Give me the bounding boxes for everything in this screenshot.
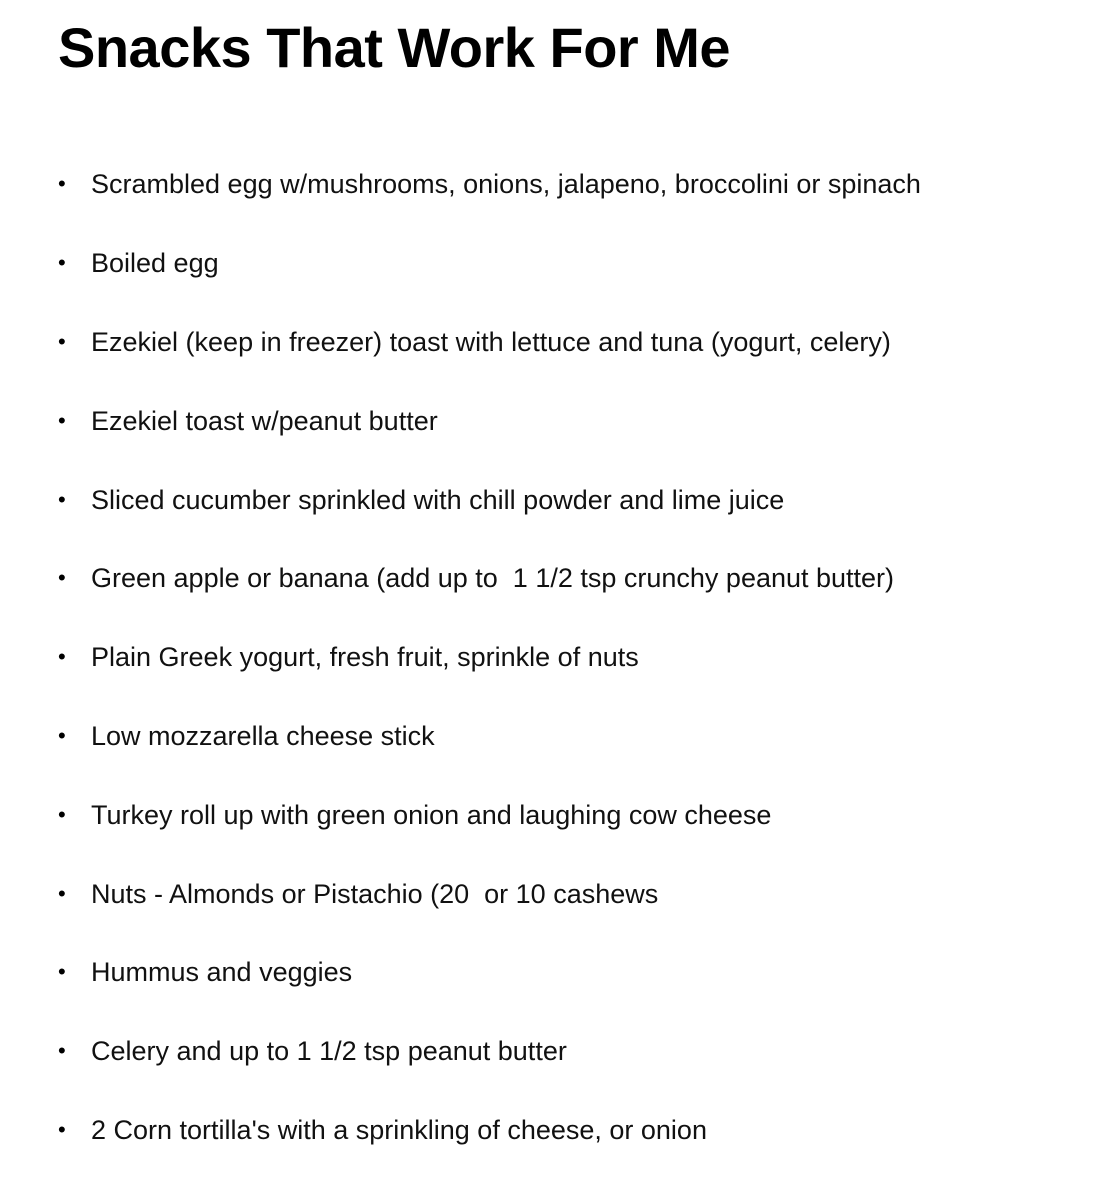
list-item-text: Ezekiel (keep in freezer) toast with lettuce and tuna (yogurt, celery) — [91, 326, 891, 357]
bullet-icon: • — [58, 1116, 66, 1142]
bullet-icon: • — [58, 959, 66, 985]
bullet-icon: • — [58, 250, 66, 276]
bullet-icon: • — [58, 565, 66, 591]
page-title: Snacks That Work For Me — [58, 16, 731, 79]
list-item-text: Hummus and veggies — [91, 957, 353, 988]
list-item — [0, 303, 1100, 382]
list-item — [0, 460, 1100, 539]
list-item-text: Scrambled egg w/mushrooms, onions, jalapeno, broccolini or spinach — [91, 169, 921, 200]
list-item-text: Celery and up to 1 1/2 tsp peanut butter — [91, 1036, 567, 1067]
list-item-text: Plain Greek yogurt, fresh fruit, sprinkle of nuts — [91, 642, 639, 673]
list-item-text: Low mozzarella cheese stick — [91, 720, 435, 751]
bullet-icon: • — [58, 801, 66, 827]
bullet-icon: • — [58, 407, 66, 433]
list-item-text: Ezekiel toast w/peanut butter — [91, 405, 438, 436]
list-item-text: Turkey roll up with green onion and laughing cow cheese — [91, 799, 772, 830]
list-item-text: Green apple or banana (add up to 1 1/2 tsp crunchy peanut butter) — [91, 563, 895, 594]
list-item — [0, 381, 1100, 460]
bullet-icon: • — [58, 328, 66, 354]
list-item — [0, 1091, 1100, 1170]
bullet-icon: • — [58, 722, 66, 748]
bullet-icon: • — [58, 880, 66, 906]
bullet-icon: • — [58, 171, 66, 197]
list-item — [0, 1012, 1100, 1091]
bullet-icon: • — [58, 1038, 66, 1064]
bullet-icon: • — [58, 644, 66, 670]
list-item — [0, 224, 1100, 303]
list-item-text: Boiled egg — [91, 248, 219, 279]
list-item — [0, 145, 1100, 224]
list-item-text: Nuts - Almonds or Pistachio (20 or 10 cashews — [91, 878, 659, 909]
list-item — [0, 618, 1100, 697]
list-item-text: 2 Corn tortilla's with a sprinkling of cheese, or onion — [91, 1114, 707, 1145]
bullet-icon: • — [58, 486, 66, 512]
list-item — [0, 697, 1100, 776]
snack-list — [0, 145, 1100, 1169]
list-item-text: Sliced cucumber sprinkled with chill powder and lime juice — [91, 484, 785, 515]
list-item — [0, 775, 1100, 854]
list-item — [0, 539, 1100, 618]
list-item — [0, 933, 1100, 1012]
list-item — [0, 854, 1100, 933]
